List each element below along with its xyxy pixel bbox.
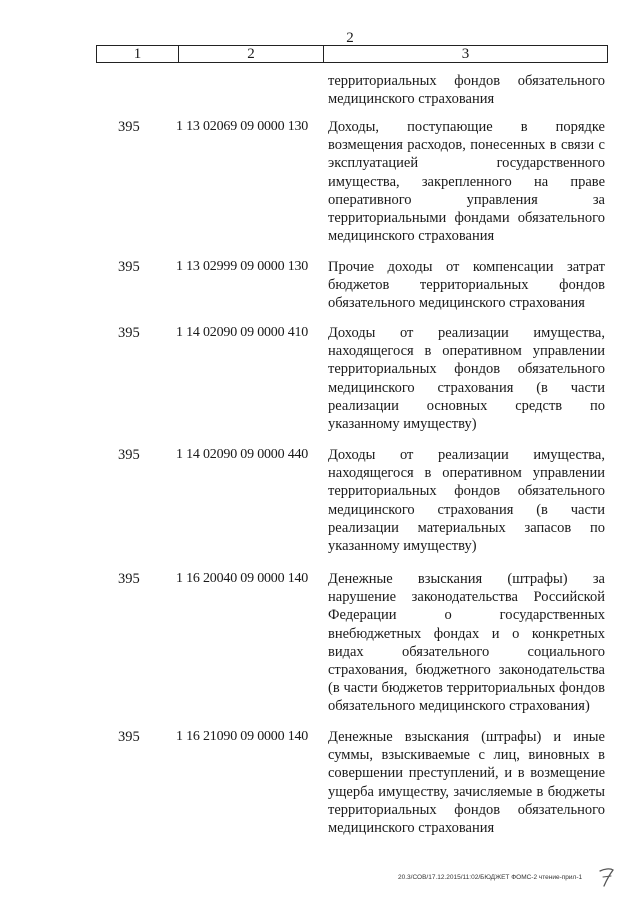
row-budget-code: 1 13 02999 09 0000 130	[176, 259, 309, 274]
footer-stamp: 20.3/СОВ/17.12.2015/11:02/БЮДЖЕТ ФОМС-2 чтение-прил-1	[398, 874, 583, 881]
row-description: Прочие доходы от компенсации затрат бюджетов территориальных фондов обязательного медицинского страхования	[328, 259, 605, 312]
row-budget-code: 1 14 02090 09 0000 410	[176, 325, 309, 340]
row-budget-code: 1 16 20040 09 0000 140	[176, 571, 309, 586]
header-col-1: 1	[97, 46, 179, 62]
row-admin-code: 395	[118, 571, 140, 587]
table-header	[96, 45, 608, 63]
header-col-3: 3	[461, 46, 470, 62]
row-budget-code: 1 13 02069 09 0000 130	[176, 119, 309, 134]
row-description: Доходы от реализации имущества, находящегося в оперативном управлении территориальных фондов обязательного медицинского страхования (в части реализации материальных запасов по указанному имуществу)	[328, 447, 605, 555]
row-budget-code: 1 16 21090 09 0000 140	[176, 729, 309, 744]
row-admin-code: 395	[118, 729, 140, 745]
row-description: Доходы от реализации имущества, находящегося в оперативном управлении территориальных фондов обязательного медицинского страхования (в части реализации основных средств по указанному имуществу)	[328, 325, 605, 433]
header-col-2: 2	[179, 46, 324, 62]
row-admin-code: 395	[118, 259, 140, 275]
row-admin-code: 395	[118, 447, 140, 463]
row-admin-code: 395	[118, 325, 140, 341]
row-description: Денежные взыскания (штрафы) и иные суммы, взыскиваемые с лиц, виновных в совершении преступлений, и в возмещение ущерба имуществу, зачисляемые в бюджеты территориальных фондов обязательного медицинского страхования	[328, 729, 605, 837]
page-number: 2	[346, 30, 354, 46]
row-budget-code: 1 14 02090 09 0000 440	[176, 447, 309, 462]
row-description: Доходы, поступающие в порядке возмещения расходов, понесенных в связи с эксплуатацией государственного имущества, закрепленного на праве оперативного управления за территориальными фондами обязательного медицинского страхования	[328, 119, 605, 245]
row-description: Денежные взыскания (штрафы) за нарушение законодательства Российской Федерации о государственных внебюджетных фондах и о конкретных видах обязательного социального страхования, бюджетного законодательства (в части бюджетов территориальных фондов обязательного медицинского страхования)	[328, 571, 605, 715]
row-admin-code: 395	[118, 119, 140, 135]
handwritten-page-mark	[598, 866, 616, 888]
row-description: территориальных фондов обязательного медицинского страхования	[328, 73, 605, 108]
